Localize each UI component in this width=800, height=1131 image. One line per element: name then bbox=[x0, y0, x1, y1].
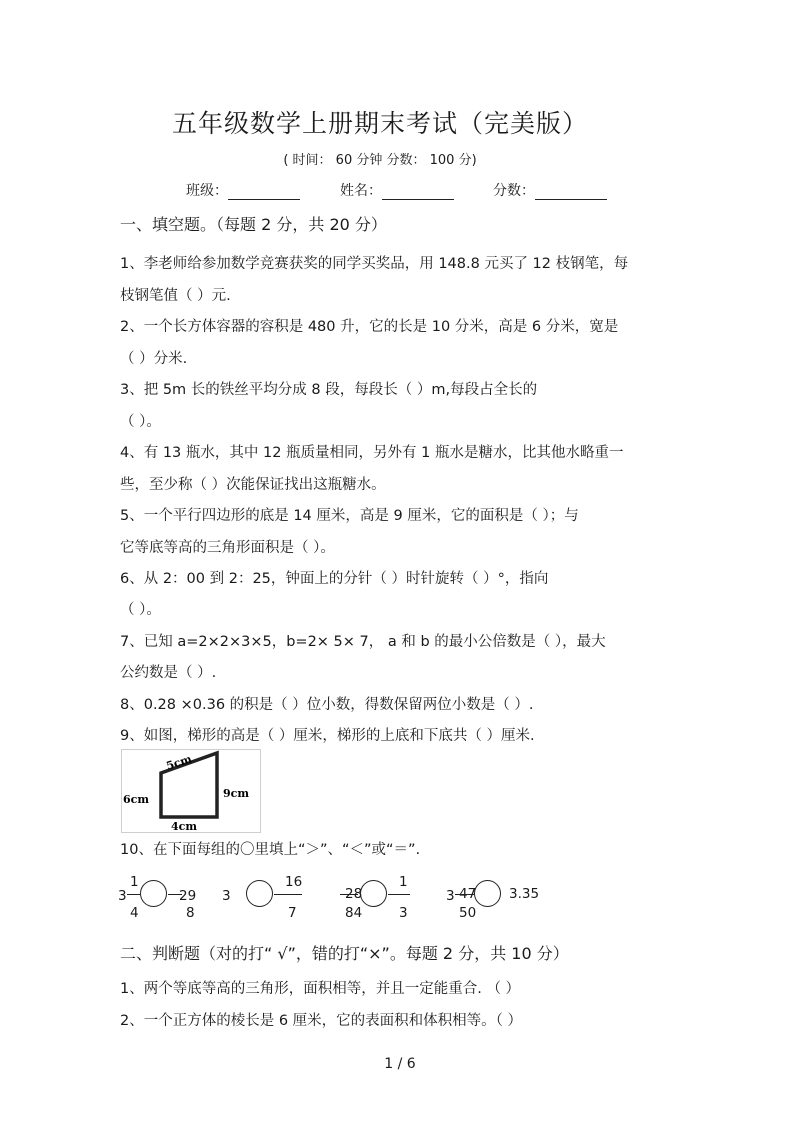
numerator: 47 bbox=[459, 886, 477, 902]
page-title: 五年级数学上册期末考试（完美版） bbox=[171, 109, 588, 138]
question-line: 它等底等高的三角形面积是（ ）。 bbox=[120, 540, 335, 556]
value: 3.35 bbox=[509, 886, 540, 902]
name-label: 姓名： bbox=[340, 183, 382, 199]
question-line: 2、一个正方体的棱长是 6 厘米，它的表面积和体积相等。（ ） bbox=[120, 1013, 523, 1029]
score-label: 分数： bbox=[493, 183, 535, 199]
class-field bbox=[186, 180, 300, 200]
whole-number: 3 bbox=[446, 888, 455, 904]
bottom-label: 4cm bbox=[171, 820, 197, 833]
denominator: 84 bbox=[345, 905, 363, 921]
class-blank bbox=[228, 183, 300, 200]
score-blank bbox=[535, 183, 607, 200]
fraction-bar bbox=[127, 894, 140, 895]
fraction-bar bbox=[455, 894, 475, 895]
question-10: 10、在下面每组的〇里填上“＞”、“＜”或“＝”. bbox=[120, 842, 421, 858]
numerator: 1 bbox=[399, 874, 408, 890]
denominator: 50 bbox=[459, 905, 477, 921]
question-line: （ ）。 bbox=[120, 602, 161, 618]
right-label: 9cm bbox=[223, 787, 249, 800]
trapezoid-diagram bbox=[121, 749, 261, 833]
compare-row bbox=[116, 872, 676, 924]
value: 29 bbox=[179, 888, 197, 904]
question-line: 公约数是（ ）. bbox=[120, 665, 217, 681]
top-label: 5cm bbox=[164, 752, 194, 773]
compare-circle[interactable] bbox=[140, 880, 167, 907]
denominator: 4 bbox=[130, 905, 139, 921]
question-line: 1、两个等底等高的三角形，面积相等，并且一定能重合. （ ） bbox=[120, 981, 521, 997]
page-number: 1 / 6 bbox=[384, 1056, 416, 1072]
whole-number: 3 bbox=[118, 888, 127, 904]
section-2-heading: 二、判断题（对的打“ √”，错的打“×”。每题 2 分，共 10 分） bbox=[120, 944, 569, 963]
fraction-bar bbox=[274, 894, 302, 895]
denominator: 7 bbox=[288, 905, 297, 921]
question-line: 5、一个平行四边形的底是 14 厘米，高是 9 厘米，它的面积是（ ）；与 bbox=[120, 508, 579, 524]
trapezoid-figure bbox=[121, 749, 261, 833]
score-field bbox=[493, 180, 607, 200]
question-line: 8、0.28 ×0.36 的积是（ ）位小数，得数保留两位小数是（ ）. bbox=[120, 697, 534, 713]
denominator: 8 bbox=[186, 905, 195, 921]
question-line: 1、李老师给参加数学竞赛获奖的同学买奖品，用 148.8 元买了 12 枝钢笔，每 bbox=[120, 256, 629, 272]
value: 3 bbox=[222, 888, 231, 904]
exam-subtitle: ( 时间： 60 分钟 分数： 100 分) bbox=[283, 153, 477, 168]
numerator: 28 bbox=[345, 886, 363, 902]
section-1-heading: 一、填空题。（每题 2 分，共 20 分） bbox=[120, 215, 387, 234]
left-label: 6cm bbox=[123, 793, 149, 806]
numerator: 16 bbox=[285, 874, 303, 890]
question-line: 9、如图，梯形的高是（ ）厘米，梯形的上底和下底共（ ）厘米. bbox=[120, 728, 535, 744]
class-label: 班级： bbox=[186, 183, 228, 199]
compare-circle[interactable] bbox=[474, 880, 501, 907]
fraction-bar bbox=[388, 894, 410, 895]
question-line: 3、把 5m 长的铁丝平均分成 8 段，每段长（ ）m,每段占全长的 bbox=[120, 382, 538, 398]
question-line: （ ）分米. bbox=[120, 351, 188, 367]
name-field bbox=[340, 180, 454, 200]
question-line: （ ）。 bbox=[120, 414, 161, 430]
question-line: 7、已知 a=2×2×3×5，b=2× 5× 7， a 和 b 的最小公倍数是（ ），最大 bbox=[120, 634, 606, 650]
question-line: 枝钢笔值（ ）元. bbox=[120, 288, 231, 304]
question-line: 2、一个长方体容器的容积是 480 升，它的长是 10 分米，高是 6 分米，宽是 bbox=[120, 319, 619, 335]
name-blank bbox=[382, 183, 454, 200]
compare-circle[interactable] bbox=[360, 880, 387, 907]
question-line: 4、有 13 瓶水，其中 12 瓶质量相同，另外有 1 瓶水是糖水，比其他水略重一 bbox=[120, 445, 624, 461]
question-line: 6、从 2：00 到 2：25，钟面上的分针（ ）时针旋转（ ）°，指向 bbox=[120, 571, 549, 587]
compare-circle[interactable] bbox=[246, 880, 273, 907]
denominator: 3 bbox=[399, 905, 408, 921]
question-line: 些，至少称（ ）次能保证找出这瓶糖水。 bbox=[120, 477, 386, 493]
numerator: 1 bbox=[130, 874, 139, 890]
